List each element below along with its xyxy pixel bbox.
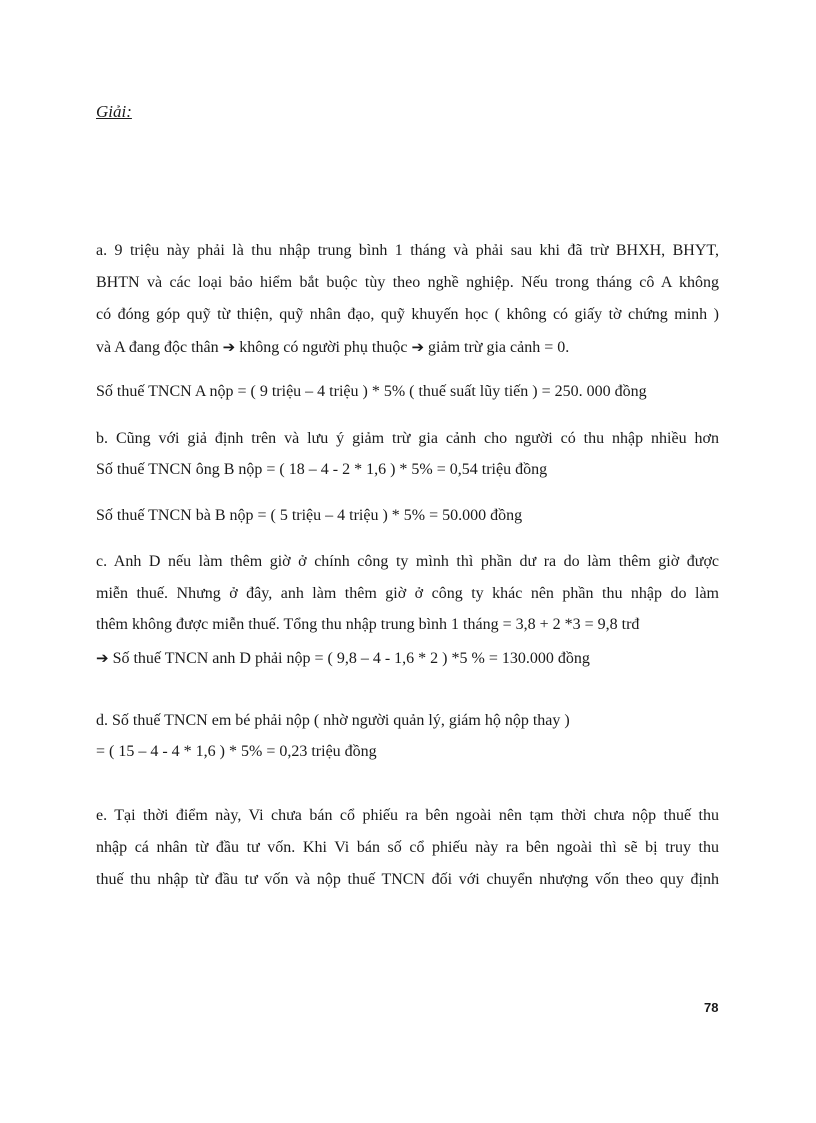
section-e-line-3: thuế thu nhập từ đầu tư vốn và nộp thuế TNCN đối với chuyển nhượng vốn theo quy định bbox=[96, 871, 719, 888]
section-c-line-2: miễn thuế. Nhưng ở đây, anh làm thêm giờ ở công ty khác nên phần thu nhập do làm bbox=[96, 585, 719, 602]
arrow-right-icon: ➔ bbox=[96, 649, 109, 667]
section-c-line-3: thêm không được miễn thuế. Tổng thu nhập trung bình 1 tháng = 3,8 + 2 *3 = 9,8 trđ bbox=[96, 616, 640, 633]
arrow-right-icon: ➔ bbox=[411, 338, 425, 356]
section-a-line-3: có đóng góp quỹ từ thiện, quỹ nhân đạo, quỹ khuyến học ( không có giấy tờ chứng minh ) bbox=[96, 306, 719, 323]
section-a-line-4-part-2: không có người phụ thuộc bbox=[239, 339, 408, 356]
section-d-line-1: d. Số thuế TNCN em bé phải nộp ( nhờ người quản lý, giám hộ nộp thay ) bbox=[96, 712, 570, 729]
section-a-tax-calc: Số thuế TNCN A nộp = ( 9 triệu – 4 triệu ) * 5% ( thuế suất lũy tiến ) = 250. 000 đồng bbox=[96, 383, 647, 400]
solution-heading: Giải: bbox=[96, 102, 132, 121]
section-e-line-1: e. Tại thời điểm này, Vi chưa bán cổ phiếu ra bên ngoài nên tạm thời chưa nộp thuế thu bbox=[96, 807, 719, 824]
section-b-line-2: Số thuế TNCN ông B nộp = ( 18 – 4 - 2 * 1,6 ) * 5% = 0,54 triệu đồng bbox=[96, 461, 548, 478]
section-a-line-2: BHTN và các loại bảo hiểm bắt buộc tùy theo nghề nghiệp. Nếu trong tháng cô A không bbox=[96, 274, 719, 291]
arrow-right-icon: ➔ bbox=[222, 338, 236, 356]
section-c-line-4 bbox=[96, 648, 590, 669]
section-a-line-4-part-1: và A đang độc thân bbox=[96, 339, 219, 356]
section-c-line-1: c. Anh D nếu làm thêm giờ ở chính công ty mình thì phần dư ra do làm thêm giờ được bbox=[96, 553, 719, 570]
section-c-line-4-text: Số thuế TNCN anh D phải nộp = ( 9,8 – 4 - 1,6 * 2 ) *5 % = 130.000 đồng bbox=[112, 650, 590, 667]
section-b-line-3: Số thuế TNCN bà B nộp = ( 5 triệu – 4 triệu ) * 5% = 50.000 đồng bbox=[96, 507, 523, 524]
section-a-line-4-part-3: giảm trừ gia cảnh = 0. bbox=[428, 339, 570, 356]
section-a-line-1: a. 9 triệu này phải là thu nhập trung bình 1 tháng và phải sau khi đã trừ BHXH, BHYT, bbox=[96, 242, 719, 259]
section-b-line-1: b. Cũng với giả định trên và lưu ý giảm trừ gia cảnh cho người có thu nhập nhiều hơn bbox=[96, 430, 719, 447]
section-d-line-2: = ( 15 – 4 - 4 * 1,6 ) * 5% = 0,23 triệu đồng bbox=[96, 743, 377, 760]
page-number: 78 bbox=[704, 1000, 719, 1015]
section-e-line-2: nhập cá nhân từ đầu tư vốn. Khi Vi bán số cổ phiếu này ra bên ngoài thì sẽ bị truy thu bbox=[96, 839, 719, 856]
section-a-line-4 bbox=[96, 337, 569, 358]
